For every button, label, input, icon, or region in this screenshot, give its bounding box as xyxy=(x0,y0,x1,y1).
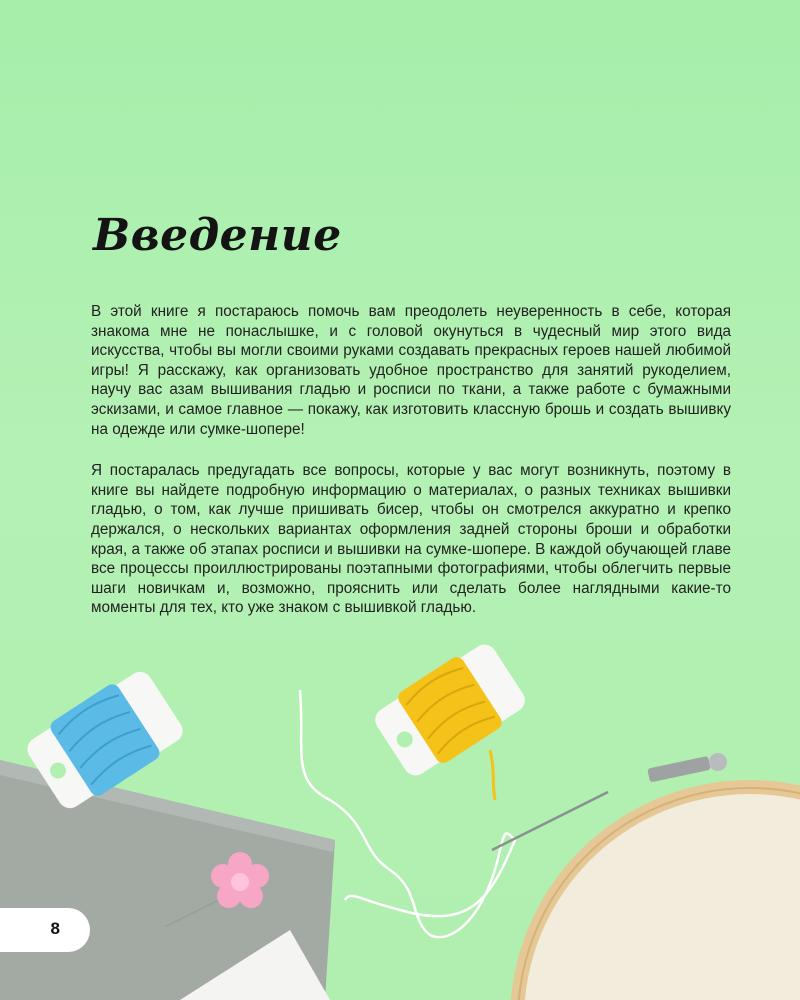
embroidery-supplies-photo xyxy=(0,600,800,1000)
page-title: Введение xyxy=(93,210,342,261)
page-number-tab xyxy=(0,908,90,952)
yellow-thread-bobbin xyxy=(368,637,531,784)
body-text xyxy=(91,302,731,640)
paragraph-2: Я постаралась предугадать все вопросы, которые у вас могут возникнуть, поэтому в книге вы найдете подробную информацию о материалах, о разных техниках вышивки гладью, о том, как лучше пришивать бисер, чтобы он смотрелся аккуратно и крепко держался, о нескольких вариантах оформления задней стороны броши и обработки края, а также об этапах росписи и вышивки на сумке-шопере. В каждой обучающей главе все процессы проиллюстрированы поэтапными фотографиями, чтобы облегчить первые шаги новичкам и, возможно, прояснить или сделать более наглядными какие-то моменты для тех, кто уже знаком с вышивкой гладью. xyxy=(91,462,731,617)
embroidery-hoop xyxy=(510,753,800,1000)
page-number: 8 xyxy=(50,919,60,938)
paragraph-1: В этой книге я постараюсь помочь вам преодолеть неуверенность в себе, которая знакома мне не понаслышке, и с головой окунуться в чудесный мир этого вида искусства, чтобы вы могли своими руками создавать прекрасных героев нашей любимой игры! Я расскажу, как организовать удобное пространство для занятий рукоделием, научу вас азам вышивания гладью и росписи по ткани, а также работе с бумажными эскизами, и самое главное — покажу, как изготовить классную брошь и создать вышивку на одежде или сумке-шопере! xyxy=(91,303,731,438)
